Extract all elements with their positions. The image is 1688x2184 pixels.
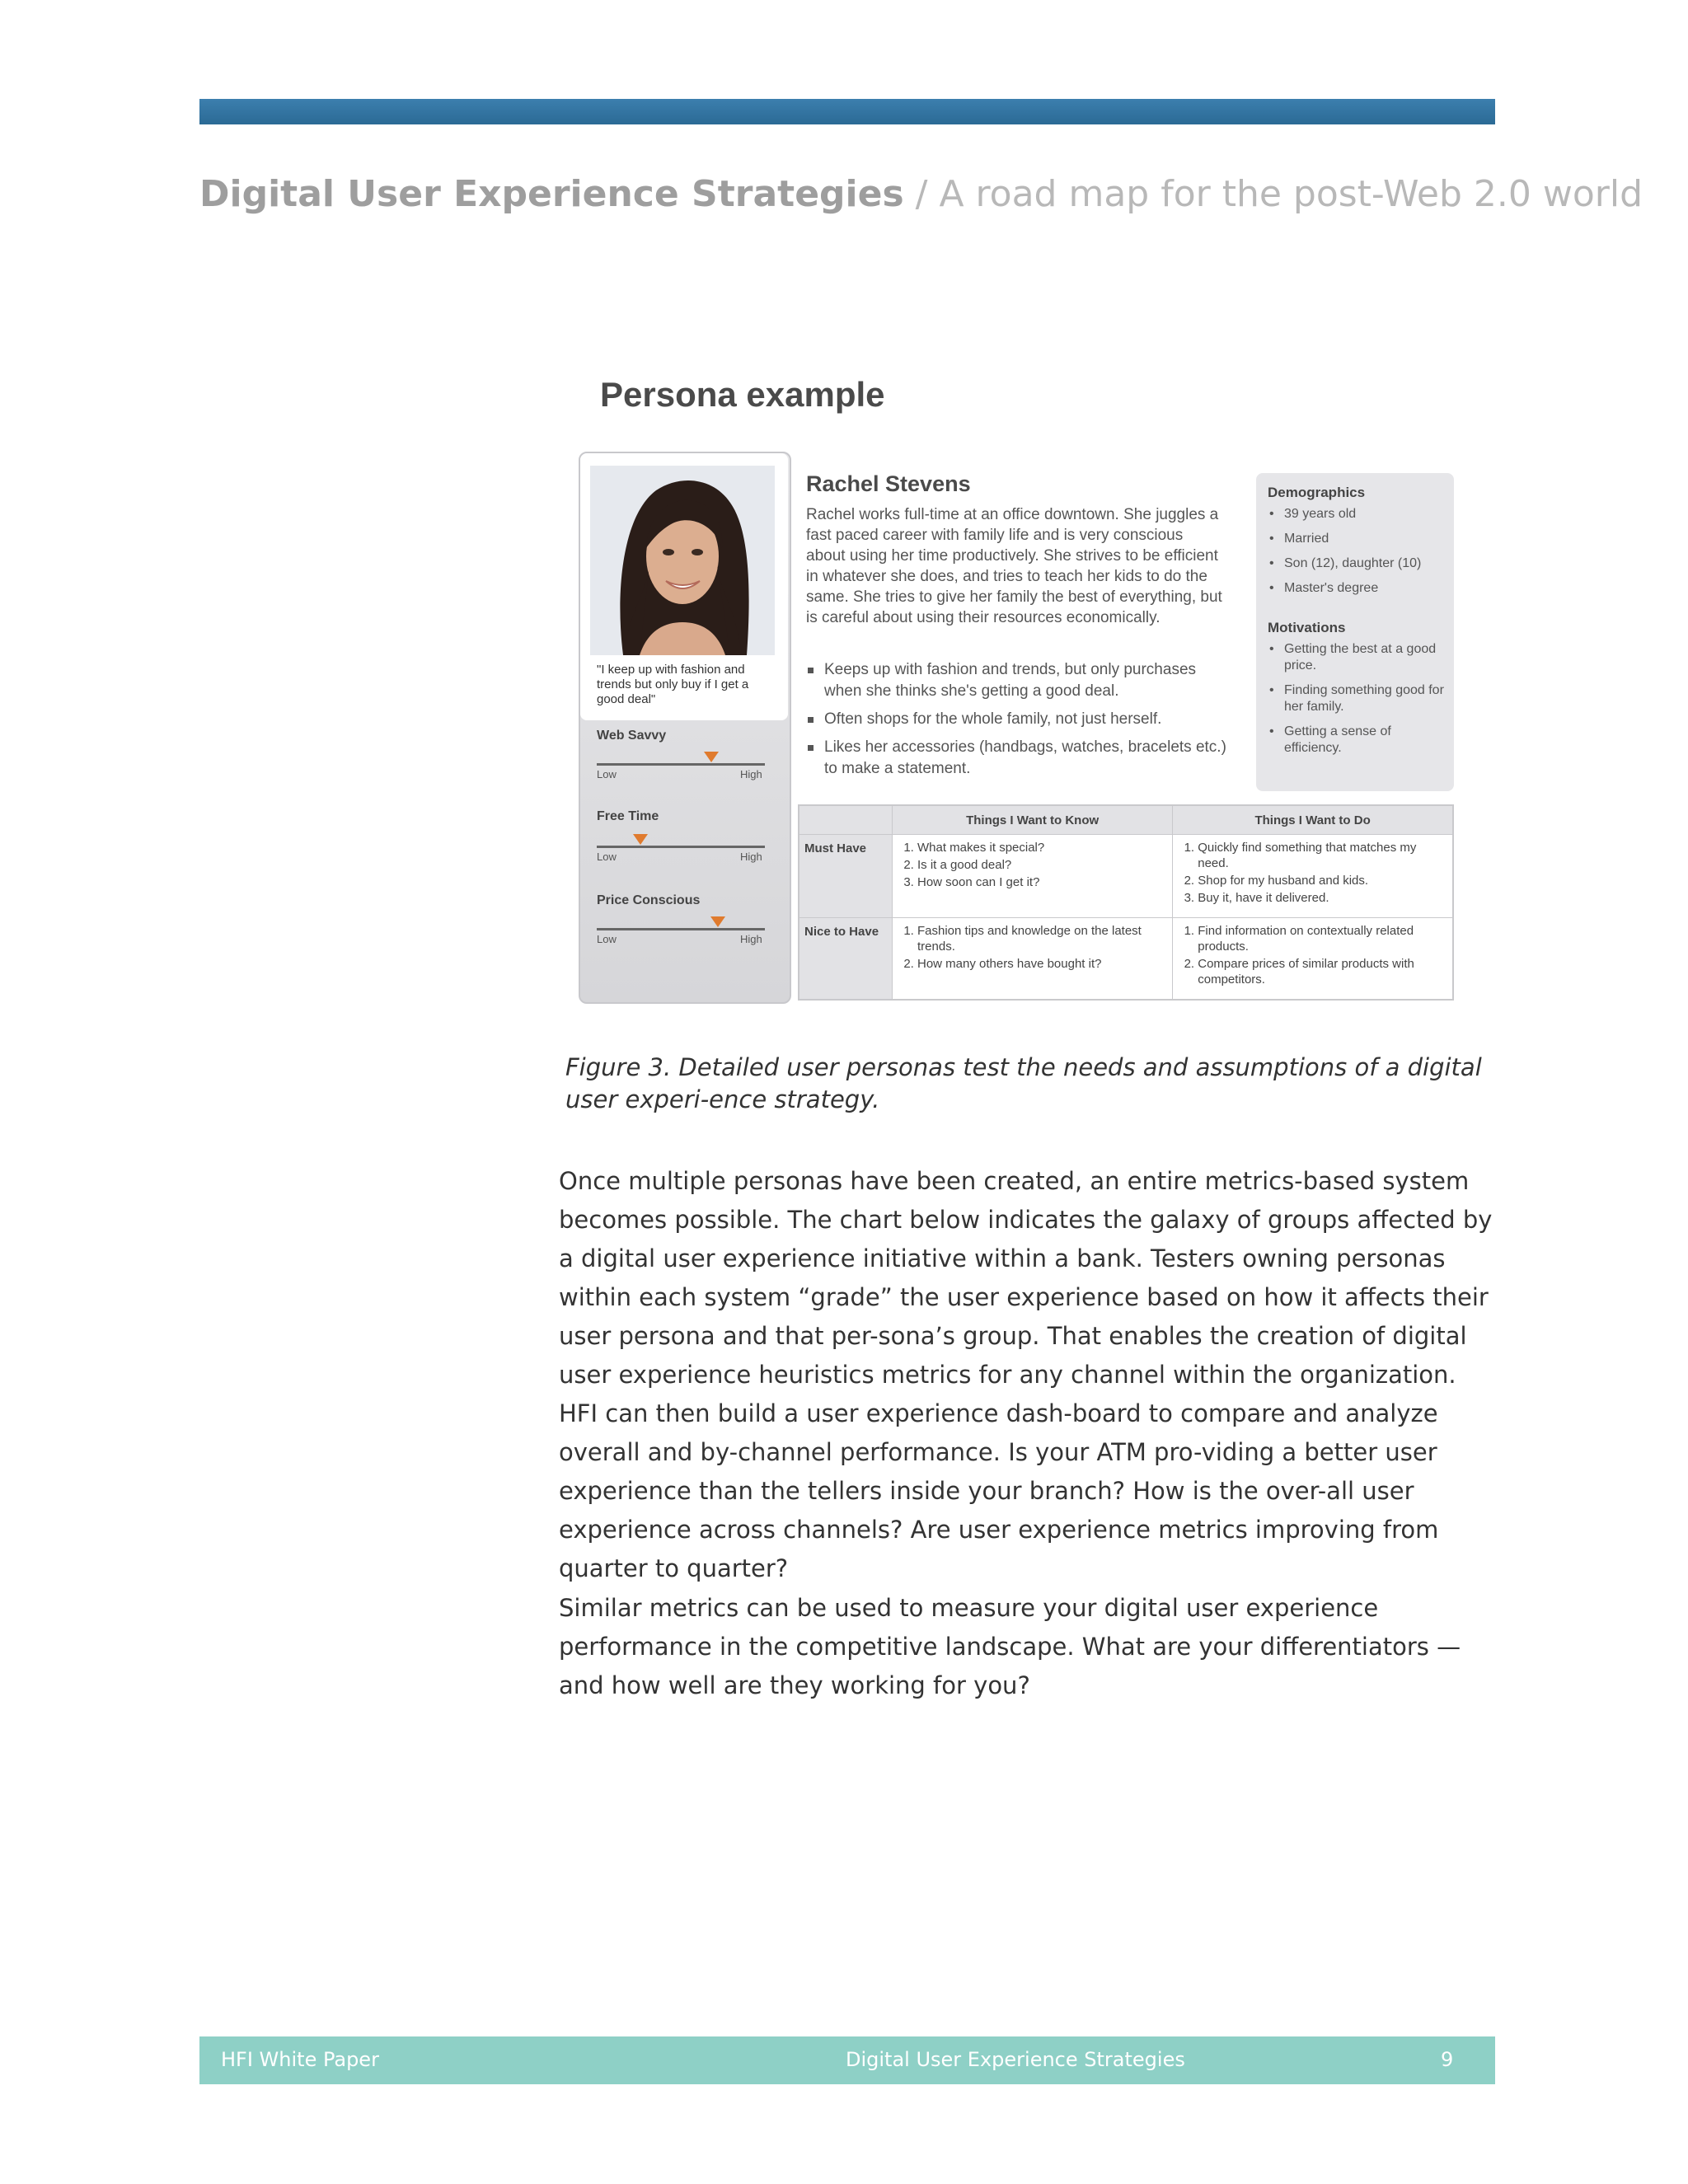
list-item: 1. Find information on contextually related products.: [1198, 923, 1447, 954]
demographics-heading: Demographics: [1268, 485, 1366, 500]
slider-high-web-savvy: High: [740, 768, 762, 780]
slider-track-web-savvy: [597, 763, 765, 766]
needs-cell-know: [893, 918, 1173, 1000]
persona-bio: Rachel works full-time at an office downtown. She juggles a fast paced career with family life and is very conscious about using her time productively. She strives to be efficient in whatever she does, and tries to teach her kids to do the same. She tries to give her family the best of everything, but is careful about using their resources economically.: [806, 506, 1222, 626]
slider-low-price-conscious: Low: [597, 933, 617, 945]
persona-photo-illustration: [590, 466, 775, 655]
slider-high-price-conscious: High: [740, 933, 762, 945]
slider-label-price-conscious: Price Conscious: [597, 893, 701, 907]
page-number: 9: [1441, 2048, 1454, 2071]
body-paragraph: Similar metrics can be used to measure your digital user experience performance in the competitive landscape. What are your differentiators — and how well are they working for you?: [559, 1594, 1461, 1699]
persona-side-panel: [1256, 473, 1454, 791]
table-row: [799, 918, 1453, 1000]
list-item: 3. How soon can I get it?: [917, 874, 1167, 890]
persona-photo: [590, 466, 775, 655]
footer-bar: [199, 2036, 1495, 2084]
slider-low-web-savvy: Low: [597, 768, 617, 780]
needs-cell-do: [1173, 835, 1453, 918]
persona-name: Rachel Stevens: [806, 471, 971, 496]
demographics-item: • Married: [1268, 531, 1446, 547]
list-item: 2. Shop for my husband and kids.: [1198, 873, 1447, 888]
slider-low-free-time: Low: [597, 851, 617, 863]
needs-cell-know: [893, 835, 1173, 918]
figure-caption: Figure 3. Detailed user personas test the needs and assumptions of a digital user experi-ence strategy.: [565, 1053, 1482, 1113]
demographics-list: [1256, 506, 1454, 597]
persona-trait: Keeps up with fashion and trends, but only purchases when she thinks she's getting a good deal.: [806, 659, 1235, 702]
list-item: 2. Compare prices of similar products with competitors.: [1198, 956, 1447, 987]
motivations-heading: Motivations: [1268, 620, 1346, 635]
needs-table-corner: [799, 805, 893, 835]
persona-traits: [806, 659, 1235, 786]
needs-row-label: Must Have: [799, 835, 893, 918]
slider-high-free-time: High: [740, 851, 762, 863]
slider-track-free-time: [597, 846, 765, 848]
list-item: 1. Fashion tips and knowledge on the latest trends.: [917, 923, 1167, 954]
persona-trait: Likes her accessories (handbags, watches, bracelets etc.) to make a statement.: [806, 737, 1235, 780]
document-title: [199, 173, 1643, 215]
needs-table-header-row: [799, 805, 1453, 835]
list-item: 2. Is it a good deal?: [917, 857, 1167, 873]
motivations-item: • Getting a sense of efficiency.: [1268, 724, 1446, 757]
body-paragraph: Once multiple personas have been created, an entire metrics-based system becomes possible. The chart below indicates the galaxy of groups affected by a digital user experience initiative within a bank. Testers owning personas within each system “grade” the user experience based on how it affects their user persona and that per-sona’s group. That enables the creation of digital user experience heuristics metrics for any channel within the organization. HFI can then build a user experience dash-board to compare and analyze overall and by-channel performance. Is your ATM pro-viding a better user experience than the tellers inside your branch? How is the over-all user experience across channels? Are user experience metrics improving from quarter to quarter?: [559, 1167, 1493, 1582]
demographics-item: • Master's degree: [1268, 580, 1446, 597]
slider-marker-free-time: [633, 834, 648, 845]
slider-marker-price-conscious: [710, 916, 725, 927]
needs-table-col-know: Things I Want to Know: [893, 805, 1173, 835]
motivations-item: • Finding something good for her family.: [1268, 682, 1446, 715]
needs-table: [798, 804, 1454, 1001]
slider-label-web-savvy: Web Savvy: [597, 729, 667, 743]
persona-quote: "I keep up with fashion and trends but only buy if I get a good deal": [597, 663, 749, 706]
document-title-subtitle: / A road map for the post-Web 2.0 world: [903, 173, 1643, 215]
slider-label-free-time: Free Time: [597, 809, 659, 823]
list-item: 1. Quickly find something that matches my need.: [1198, 840, 1447, 871]
figure-title: Persona example: [600, 375, 885, 414]
needs-cell-do: [1173, 918, 1453, 1000]
demographics-item: • Son (12), daughter (10): [1268, 555, 1446, 572]
motivations-item: • Getting the best at a good price.: [1268, 641, 1446, 674]
slider-track-price-conscious: [597, 928, 765, 930]
footer-center-text: Digital User Experience Strategies: [846, 2048, 1185, 2071]
footer-left-text: HFI White Paper: [221, 2048, 379, 2071]
demographics-item: • 39 years old: [1268, 506, 1446, 523]
persona-trait: Often shops for the whole family, not just herself.: [806, 709, 1235, 730]
needs-row-label: Nice to Have: [799, 918, 893, 1000]
list-item: 1. What makes it special?: [917, 840, 1167, 855]
slider-marker-web-savvy: [704, 752, 719, 762]
motivations-list: [1256, 641, 1454, 757]
list-item: 2. How many others have bought it?: [917, 956, 1167, 972]
document-title-main: Digital User Experience Strategies: [199, 173, 904, 215]
header-bar: [199, 99, 1495, 124]
needs-table-col-do: Things I Want to Do: [1173, 805, 1453, 835]
list-item: 3. Buy it, have it delivered.: [1198, 890, 1447, 906]
table-row: [799, 835, 1453, 918]
